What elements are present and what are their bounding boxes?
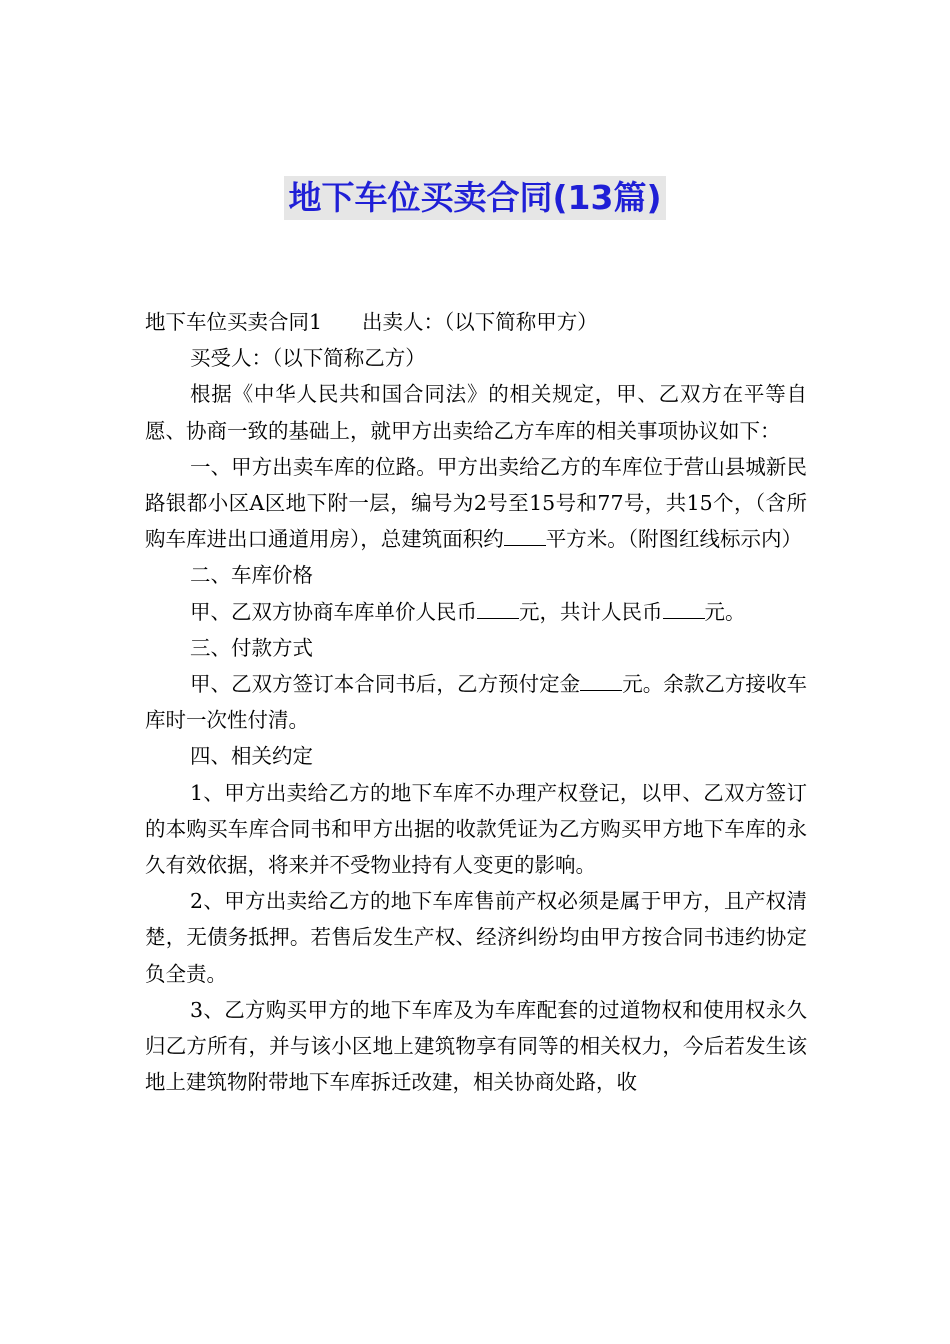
price-text-end: 元。 xyxy=(704,599,746,624)
title-container xyxy=(0,176,950,220)
price-text: 甲、乙双方协商车库单价人民币 xyxy=(190,599,477,624)
location-text-end: 平方米。（附图红线标示内） xyxy=(545,527,802,552)
fill-blank xyxy=(477,598,519,619)
paragraph-3: 根据《中华人民共和国合同法》的相关规定，甲、乙双方在平等自愿、协商一致的基础上，就甲方出卖给乙方车库的相关事项协议如下： xyxy=(145,382,807,443)
paragraph-4 xyxy=(145,449,807,558)
seller-line: 出卖人：（以下简称甲方） xyxy=(362,310,598,334)
paragraph-12: 3、乙方购买甲方的地下车库及为车库配套的过道物权和使用权永久归乙方所有，并与该小区地上建筑物享有同等的相关权力，今后若发生该地上建筑物附带地下车库拆迁改建，相关协商处路，收 xyxy=(145,997,807,1095)
contract-heading: 地下车位买卖合同1 xyxy=(145,310,323,334)
fill-blank xyxy=(504,525,546,546)
fill-blank xyxy=(580,670,622,691)
paragraph-7: 三、付款方式 xyxy=(190,635,313,660)
paragraph-1 xyxy=(145,304,807,340)
document-body xyxy=(145,304,807,1100)
payment-text: 甲、乙双方签订本合同书后，乙方预付定金 xyxy=(190,672,581,697)
paragraph-5: 二、车库价格 xyxy=(190,563,313,588)
payment-text-end: 元。余款乙方接收车库时一次性付清。 xyxy=(145,672,808,733)
paragraph-6 xyxy=(145,594,807,630)
location-text: 一、甲方出卖车库的位路。甲方出卖给乙方的车库位于营山县城新民路银都小区A区地下附一层，编号为2号至15号和77号，共15个，（含所购车库进出口通道用房），总建筑面积约 xyxy=(145,454,807,552)
paragraph-9: 四、相关约定 xyxy=(190,744,313,769)
paragraph-8 xyxy=(145,666,807,738)
paragraph-10: 1、甲方出卖给乙方的地下车库不办理产权登记，以甲、乙双方签订的本购买车库合同书和甲方出据的收款凭证为乙方购买甲方地下车库的永久有效依据，将来并不受物业持有人变更的影响。 xyxy=(145,780,807,878)
fill-blank xyxy=(663,598,705,619)
price-text-mid: 元，共计人民币 xyxy=(519,599,663,624)
document-title: 地下车位买卖合同(13篇) xyxy=(284,176,665,220)
paragraph-2: 买受人：（以下简称乙方） xyxy=(190,346,426,371)
paragraph-11: 2、甲方出卖给乙方的地下车库售前产权必须是属于甲方，且产权清楚，无债务抵押。若售后发生产权、经济纠纷均由甲方按合同书违约协定负全责。 xyxy=(145,889,807,986)
